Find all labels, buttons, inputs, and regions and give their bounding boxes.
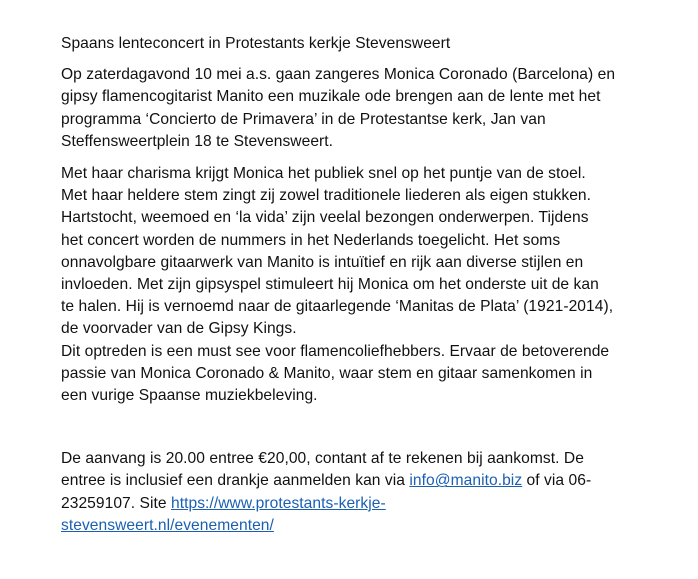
- body-line: de voorvader van de Gipsy Kings.: [61, 320, 297, 338]
- intro-line: programma ‘Concierto de Primavera’ in de Protestantse kerk, Jan van: [61, 110, 546, 128]
- info-line: [61, 515, 661, 537]
- info-text: entree is inclusief een drankje aanmelden kan via: [61, 472, 410, 490]
- intro-paragraph: [61, 64, 661, 153]
- body-line: Dit optreden is een must see voor flamencoliefhebbers. Ervaar de betoverende: [61, 342, 610, 360]
- document-page: [61, 33, 661, 547]
- email-link[interactable]: info@manito.biz: [409, 472, 523, 490]
- body-line: een vurige Spaanse muziekbeleving.: [61, 387, 318, 405]
- body-line: Hartstocht, weemoed en ‘la vida’ zijn veelal bezongen onderwerpen. Tijdens: [61, 209, 589, 227]
- info-paragraph: [61, 448, 661, 537]
- info-line: De aanvang is 20.00 entree €20,00, contant af te rekenen bij aankomst. De: [61, 450, 584, 468]
- body-line: onnavolgbare gitaarwerk van Manito is intuïtief en rijk aan diverse stijlen en: [61, 253, 584, 271]
- body-line: het concert worden de nummers in het Nederlands toegelicht. Het soms: [61, 231, 561, 249]
- info-line: [61, 470, 661, 492]
- website-link[interactable]: https://www.protestants-kerkje-: [171, 494, 386, 512]
- body-line: invloeden. Met zijn gipsyspel stimuleert hij Monica om het onderste uit de kan: [61, 276, 599, 294]
- spacer: [61, 417, 661, 448]
- info-line: [61, 493, 661, 515]
- intro-line: Op zaterdagavond 10 mei a.s. gaan zangeres Monica Coronado (Barcelona) en: [61, 66, 616, 84]
- info-text: 23259107. Site: [61, 494, 171, 512]
- body-line: te halen. Hij is vernoemd naar de gitaarlegende ‘Manitas de Plata’ (1921-2014),: [61, 298, 614, 316]
- intro-line: gipsy flamencogitarist Manito een muzikale ode brengen aan de lente met het: [61, 88, 601, 106]
- info-text: of via 06-: [522, 472, 592, 490]
- body-line: Met haar charisma krijgt Monica het publiek snel op het puntje van de stoel.: [61, 165, 586, 183]
- website-link-continued[interactable]: stevensweert.nl/evenementen/: [61, 516, 274, 534]
- body-line: passie van Monica Coronado & Manito, waar stem en gitaar samenkomen in: [61, 364, 593, 382]
- body-paragraph: [61, 163, 661, 407]
- body-line: Met haar heldere stem zingt zij zowel traditionele liederen als eigen stukken.: [61, 187, 592, 205]
- article-title: Spaans lenteconcert in Protestants kerkje Stevensweert: [61, 35, 451, 52]
- intro-line: Steffensweertplein 18 te Stevensweert.: [61, 132, 334, 150]
